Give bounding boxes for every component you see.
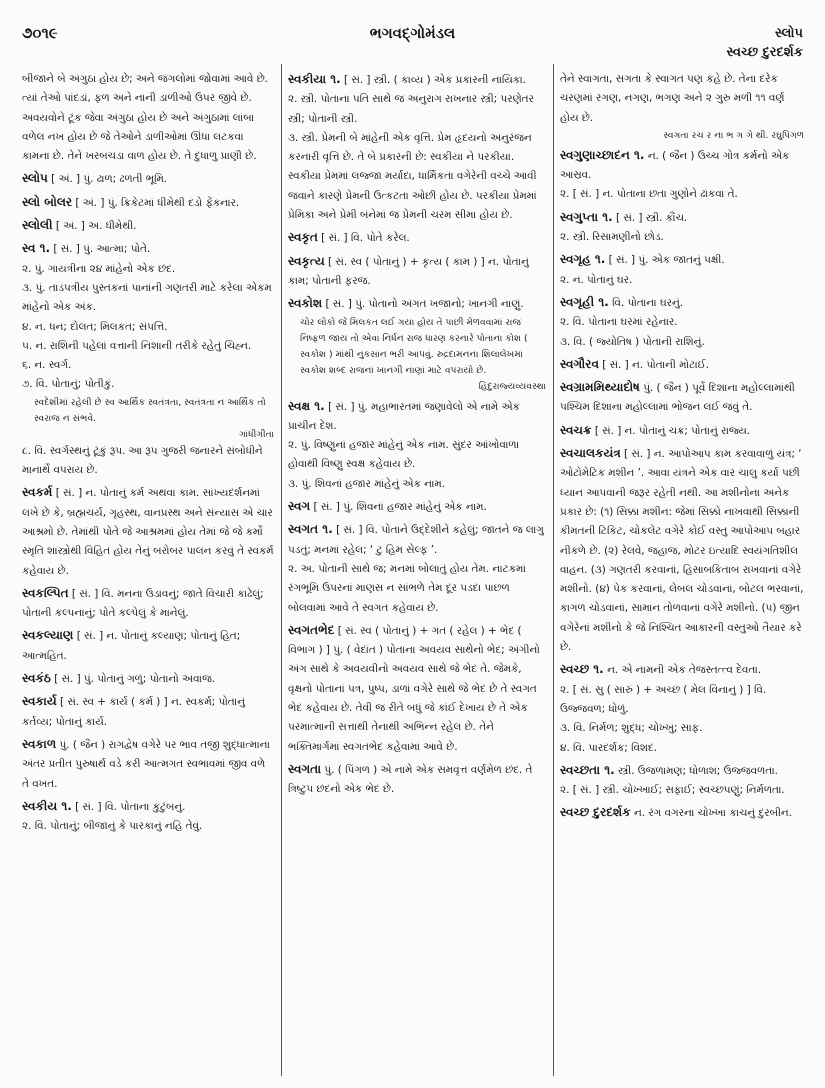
definition: ૪. વિ. પારદર્શક; વિશદ. <box>560 741 658 754</box>
dictionary-entry <box>22 193 274 213</box>
definition: [ સં. ] વિ. પોતાના કુટુંબનું. <box>75 800 186 813</box>
definition: ૨. પું. વિષ્ણુનાં હજાર માંહેનું એક નામ. સુંદર આંખોવાળા હોવાથી વિષ્ણુ સ્વક્ષ કહેવાય છે. <box>288 439 520 471</box>
dictionary-entry <box>22 669 274 689</box>
definition: [ સં. સ્વ + કાર્ય ( કર્મ ) ] ન. સ્વકર્મ; પોતાનું કર્તવ્ય; પોતાનું કાર્ય. <box>22 696 245 728</box>
dictionary-entry <box>560 208 804 248</box>
headword: સ્વગુણાચ્છાદન ૧. <box>560 147 645 162</box>
headword: સ્વકૃત <box>288 230 318 245</box>
headword: સ્વકોશ <box>288 296 323 311</box>
definition: ૬. ન. સ્વર્ગ. <box>22 359 72 372</box>
definition: [ સં. ] પું. મહાભારતમાં જણાવેલો એ નામે એક પ્રાચીન દેશ. <box>288 400 520 432</box>
dictionary-entry <box>22 797 274 837</box>
definition: [ સં. ] વિ. પોતે કરેલ. <box>321 232 410 245</box>
headword: સ્વચ્છતા ૧. <box>560 762 615 777</box>
headword: સ્વકીય ૧. <box>22 798 72 813</box>
definition: ૨. સ્ત્રી. પોતાના પતિ સાથે જ અનુરાગ રાખનાર સ્ત્રી; પરણેતર સ્ત્રી; પોતાની સ્ત્રી. <box>288 93 534 125</box>
dictionary-entry <box>288 397 546 494</box>
quotation-source: હિંદુરાજ્યવ્યવસ્થા <box>478 380 546 392</box>
definition: [ સં. સ્વ ( પોતાનું ) + કૃત્ય ( કામ ) ] ન. પોતાનું કામ; પોતાની ફરજ. <box>288 255 529 287</box>
definition: [ સં. ] સ્ત્રી. ( કાવ્ય ) એક પ્રકારની નાયિકા. <box>344 74 526 86</box>
definition: ૩. સ્ત્રી. પ્રેમની બે માંહેની એક વૃત્તિ. પ્રેમ હૃદયનો અનુરંજન કરનારી વૃત્તિ છે. તે બે પ્રકારની છે: સ્વકીયા ને પરકીયા. સ્વકીયા પ્રેમમાં લજ્જા મર્યાદા, ધાર્મિકતા વગેરેની વચ્ચે આવી જવાને કારણે પ્રેમની ઉત્કટતા ઓછી હોય છે. પરકીયા પ્રેમમાં પ્રેમિકા અને પ્રેમી બંનેમાં જ પ્રેમની ચરમ સીમા હોય છે. <box>288 131 537 222</box>
definition: [ સં. ] વિ. મનના ઉડાવનું; જાતે વિચારી કાઢેલું; પોતાની કલ્પનાનું; પોતે કલ્પેલું કે માનેલું. <box>22 587 264 620</box>
headword: સ્વગતા <box>288 761 322 776</box>
definition: તેને સ્વાગતા, સગતા કે સ્વાગત પણ કહે છે. તેના દરેક ચરણમાં રગણ, નગણ, ભગણ અને ૨ ગુરુ મળી ૧૧ વર્ણ હોય છે. <box>560 73 785 124</box>
headword: સ્વકલ્યાણ <box>22 628 74 643</box>
definition: [ સં. ] પું. આત્મા; પોતે. <box>53 243 151 256</box>
headword: સ્વચક્ર <box>560 422 592 437</box>
definition: [ સં. ] પું. પોતાનું ગળું; પોતાનો અવાજ. <box>54 673 216 686</box>
headword: સ્વ ૧. <box>22 241 51 256</box>
definition: [ સં. ] ન. આપોઆપ કામ કરવાવાળું યંત્ર; ‘ ઓટોમેટિક મશીન ’. આવા યંત્રને એક વાર ચાલુ કર્યા પછી ધ્યાન આપવાની જરૂર રહેતી નથી. આ મશીનોના અનેક પ્રકાર છે: (૧) સિક્કા મશીન: જેમાં સિક્કો નાખવાથી સિક્કાની કીમતની ટિકિટ, ચોકલેટ વગેરે કોઈ વસ્તુ આપોઆપ બહાર નીકળે છે. (૨) રેલવે, જહાજ, મોટર ઇત્યાદિ સ્વયંગતિશીલ વાહન. (૩) ગણતરી કરવાનાં, હિસાબકિતાબ રાખવાનાં વગેરે મશીનો. (૪) પેક કરવાનાં, લેબલ ચોડવાનાં, બોટલ ભરવાનાં, કાગળ ચોડવાનાં, સામાન તોળવાનાં વગેરે મશીનો. (૫) જીન વગેરેનાં મશીનો કે જે નિશ્ચિત આકારની વસ્તુઓ તૈયાર કરે છે. <box>560 448 804 654</box>
dictionary-entry <box>22 483 274 580</box>
headword: સ્વગૃહ ૧. <box>560 252 606 267</box>
definition: [ સં. ] ન. પોતાની મોટાઈ. <box>602 358 709 371</box>
guide-word-top: સ્લોપ <box>775 26 803 41</box>
dictionary-entry <box>22 692 274 732</box>
definition: [ સં. ] વિ. પોતાને ઉદ્દેશીને કહેલું; જાતને જ લાગુ પડતું; મનમાં રહેલ; ‘ ટુ હિમ સેલ્ફ ’. <box>288 524 544 556</box>
definition: ૨. સ્ત્રી. રિસામણીનો છોડ. <box>560 231 664 244</box>
headword: સ્વકાળ <box>22 736 57 751</box>
headword: સ્લોપ <box>22 171 48 186</box>
quotation: સ્વદેશીમાં રહેલી છે સ્વ આર્થિક સ્વતંત્રતા, સ્વતંત્રતા ન આર્થિક તો સ્વરાજ ન સંભવે. <box>34 396 266 424</box>
definition: પું. ( પિંગળ ) એ નામે એક સમવૃત્ત વર્ણમેળ છંદ. તે ત્રિષ્ટુપ છંદનો એક ભેદ છે. <box>288 763 533 796</box>
dictionary-entry <box>560 146 804 205</box>
definition: ૫. ન. રાશિની પહેલાં વત્તાની નિશાની તરીકે રહેતું ચિહ્ન. <box>22 339 252 352</box>
dictionary-entry <box>288 252 546 292</box>
headword: સ્વગૌરવ <box>560 356 599 371</box>
definition: [ અં. ] પું. ક્રિકેટમાં ધીમેથી દડો ફેંકનાર. <box>75 196 240 209</box>
dictionary-entry <box>22 216 274 236</box>
headword: સ્લોલી <box>22 218 53 233</box>
dictionary-entry <box>22 735 274 794</box>
headword: સ્વગૃહી ૧. <box>560 294 609 309</box>
definition: વિ. પોતાના ઘરનું. <box>612 296 684 309</box>
page-number: ૭૦૧૯ <box>22 24 58 42</box>
page-header <box>22 24 803 60</box>
definition: ૨. અ. પોતાની સાથે જ; મનમાં બોલાતું હોય તેમ. નાટકમાં રંગભૂમિ ઉપરનાં માણસ ન સાંભળે તેમ દૂર પડદા પાછળ બોલવામાં આવે તે સ્વગત કહેવાય છે. <box>288 562 526 614</box>
dictionary-entry <box>288 621 546 757</box>
definition: ન. રંગ વગરના ચોખ્ખા કાચનું દુરબીન. <box>633 807 792 820</box>
quotation-source: સ્વગતા રચ ર ના ભ ગ ગે થી. રઘુપિંગળ <box>663 129 804 141</box>
dictionary-entry <box>560 293 804 352</box>
dictionary-entry <box>560 378 804 418</box>
dictionary-entry <box>288 520 546 617</box>
page-title: ભગવદ્ગોમંડલ <box>369 24 456 42</box>
headword: સ્વકર્મ <box>22 485 53 500</box>
column-divider <box>281 64 282 1076</box>
dictionary-entry <box>560 761 804 801</box>
guide-word-bottom: સ્વચ્છ દુરદર્શક <box>726 45 803 60</box>
definition: [ સં. ] ન. પોતાનું ચક્ર; પોતાનું રાજ્ય. <box>594 424 751 437</box>
definition: ન. એ નામની એક તેજસ્તત્ત્વ દેવતા. <box>607 664 762 677</box>
dictionary-entry <box>560 250 804 290</box>
column-divider <box>553 64 554 1076</box>
headword: સ્વકંઠ <box>22 671 51 686</box>
quotation: ચોર લોકો જે મિલકત લઈ ગયા હોય તે પાછી મેળવવામાં રાજ નિષ્ફળ જાય તો એવા નિર્ધન રાજ ધારણ કરનારે પોતાના કોશ ( સ્વકોશ ) માંથી નુકસાન ભરી આપવું. રુદ્રદામનના શિલાલેખમાં સ્વકોશ શબ્દ રાજનાં ખાનગી નાણાં માટે વપરાયો છે. <box>300 316 528 376</box>
definition: ૨. [ સં. ] ન. પોતાના છતા ગુણોને ઢાંકવા તે. <box>560 188 738 201</box>
definition: [ સં. ] પું. પોતાનો અંગત ખજાનો; ખાનગી નાણું. <box>325 298 524 311</box>
dictionary-entry <box>22 584 274 624</box>
definition: ૩. વિ. નિર્મળ; શુદ્ધ; ચોખ્ખું; સાફ. <box>560 722 703 735</box>
definition: [ સં. ] સ્ત્રી. કૌંચ. <box>616 211 688 224</box>
definition: ૨. વિ. પોતાનું; બીજાનું કે પારકાનું નહિ તેવું. <box>22 820 203 833</box>
headword: સ્વચાલકયંત્ર <box>560 446 621 461</box>
definition: [ સં. ] પું. એક જાતનું પક્ષી. <box>608 254 725 267</box>
definition: ૨. વિ. પોતાના ઘરમાં રહેનાર. <box>560 316 678 329</box>
definition: પું. ( જૈન ) પૂર્વે દિશાના મહોલ્લામાંથી પશ્ચિમ દિશાના મહોલ્લામાં ભોજન લઈ જવું તે. <box>560 382 795 414</box>
definition: ૨. પું. ગાયત્રીના ૨૪ માંહેનો એક છંદ. <box>22 262 176 275</box>
headword: સ્વકાર્ય <box>22 694 57 709</box>
definition: [ અં. ] પું. ઢાળ; ઢળતી ભૂમિ. <box>51 173 168 186</box>
definition: ૨. [ સં. સુ ( સારું ) + અચ્છ ( મેલ વિનાનું ) ] વિ. ઉજ્જવળ; ધોળું. <box>560 683 767 715</box>
dictionary-entry <box>288 760 546 800</box>
dictionary-entry <box>560 70 804 143</box>
dictionary-entry <box>560 444 804 657</box>
headword: સ્વગતભેદ <box>288 622 335 637</box>
dictionary-entry <box>288 228 546 248</box>
dictionary-entry <box>560 421 804 441</box>
headword: સ્વગ્રામમિથ્યાદોષ <box>560 380 640 395</box>
headword: સ્વકલ્પિત <box>22 585 69 600</box>
definition: બીજાને બે અંગુઠા હોય છે; અને જંગલોમાં જોવામાં આવે છે. ત્યાં તેઓ પાંદડાં, ફળ અને નાની ડાળીઓ ઉપર જીવે છે. અવયવોને ટૂંક જેવા અંગુઠા હોય છે અને અંગુઠામાં લાંબા વળેલ નખ હોય છે જે તેઓને ડાળીઓમાં ઊંધા લટકવા કામના છે. તેને ખરબચડા વાળ હોય છે. તે દુધાળુ પ્રાણી છે. <box>22 73 268 163</box>
dictionary-entry <box>22 70 274 166</box>
dictionary-entry <box>22 239 274 480</box>
headword: સ્વગુપ્તા ૧. <box>560 209 613 224</box>
dictionary-entry <box>288 497 546 517</box>
definition: [ સં. ] પું. શિવનાં હજાર માંહેનું એક નામ. <box>313 501 487 514</box>
definition: પું. ( જૈન ) રાગદ્વેષ વગેરે પર ભાવ તજી શુદ્ધાત્માના અંતર પ્રતીત પુરુષાર્થ વડે કરી આત્મગત સ્વભાવમાં જીવ વળે તે વખત. <box>22 738 270 790</box>
definition: ૨. [ સં. ] સ્ત્રી. ચોખ્ખાઈ; સફાઈ; સ્વચ્છપણું; નિર્મળતા. <box>560 784 785 797</box>
definition: ૮. વિ. સ્વર્ગસ્થનું ટૂંકું રૂપ. આ રૂપ ગુજરી જનારને સંબોધીને માનાર્થે વપરાય છે. <box>22 444 263 477</box>
definition: [ અં. ] અ. ધીમેથી. <box>55 220 137 233</box>
dictionary-entry <box>560 660 804 757</box>
guide-words <box>726 24 803 62</box>
definition: [ સં. ] ન. પોતાનું કર્મ અથવા કામ. સાંખ્યદર્શનમાં લખે છે કે, બ્રહ્મચર્ય, ગૃહસ્થ, વાનપ્રસ્થ અને સંન્યાસ એ ચાર આશ્રમો છે. તેમાંથી પોતે જે આશ્રમમાં હોય તેમાં જે જે કર્મો સ્મૃતિ શાસ્ત્રોથી વિહિત હોય તેનું બરોબર પાલન કરવું તે સ્વકર્મ કહેવાય છે. <box>22 487 274 577</box>
headword: સ્વગત ૧. <box>288 522 333 537</box>
definition: [ સં. સ્વ ( પોતાનું ) + ગત ( રહેલ ) + ભેદ ( વિભાગ ) ] પું. ( વેદાંત ) પોતાના અવયવ સાથેનો ભેદ; અંગીનો અંગ સાથે કે અવયવીનો અવયવ સાથે જે ભેદ તે. જેમકે, વૃક્ષનો પોતાનાં પત્ર, પુષ્પ, ડાળાં વગેરે સાથે જે ભેદ છે તે સ્વગત ભેદ કહેવાય છે. તેવી જ રીતે બધું જે કાંઈ દેખાય છે તે એક પરમાત્માની સત્તાથી તેનાથી અભિન્ન રહેલ છે. તેને ભક્તિમાર્ગમાં સ્વગતભેદ કહેવામાં આવે છે. <box>288 624 540 753</box>
dictionary-entry <box>560 355 804 375</box>
definition: સ્ત્રી. ઉજળામણ; ધોળાશ; ઉજ્જવળતા. <box>617 764 778 777</box>
dictionary-entry <box>560 803 804 823</box>
headword: સ્વકૃત્ય <box>288 253 325 268</box>
definition: ૨. ન. પોતાનું ઘર. <box>560 273 633 286</box>
dictionary-column-2 <box>288 70 546 1078</box>
headword: સ્વકીયા ૧. <box>288 72 341 86</box>
definition: ૩. વિ. ( જ્યોતિષ ) પોતાની રાશિનું. <box>560 335 705 348</box>
headword: સ્લો બોલર <box>22 194 73 209</box>
headword: સ્વગ <box>288 499 311 514</box>
quotation-source: ગાંધીગીતા <box>239 428 274 440</box>
definition: ૩. પું. શિવનાં હજાર માંહેનું એક નામ. <box>288 477 446 490</box>
definition: ૩. પું. તાડપત્રીય પુસ્તકનાં પાનાંની ગણતરી માટે કરેલા એકમ માંહેનો એક અંક. <box>22 281 272 314</box>
definition: ૪. ન. ધન; દોલત; મિલકત; સંપત્તિ. <box>22 320 168 333</box>
dictionary-column-1 <box>22 70 274 1078</box>
headword: સ્વક્ષ ૧. <box>288 398 325 413</box>
dictionary-entry <box>22 169 274 189</box>
definition: [ સં. ] ન. પોતાનું કલ્યાણ; પોતાનું હિત; આત્મહિત. <box>22 630 241 662</box>
headword: સ્વચ્છ ૧. <box>560 662 604 677</box>
dictionary-entry <box>288 70 546 225</box>
definition: ન. ( જૈન ) ઉચ્ચ ગોત્ર કર્મનો એક આસ્રવ. <box>560 149 790 182</box>
dictionary-entry <box>288 294 546 393</box>
dictionary-entry <box>22 626 274 666</box>
headword: સ્વચ્છ દુરદર્શક <box>560 805 631 820</box>
dictionary-column-3 <box>560 70 804 1078</box>
definition: ૭. વિ. પોતાનું; પોતીકું. <box>22 378 115 391</box>
